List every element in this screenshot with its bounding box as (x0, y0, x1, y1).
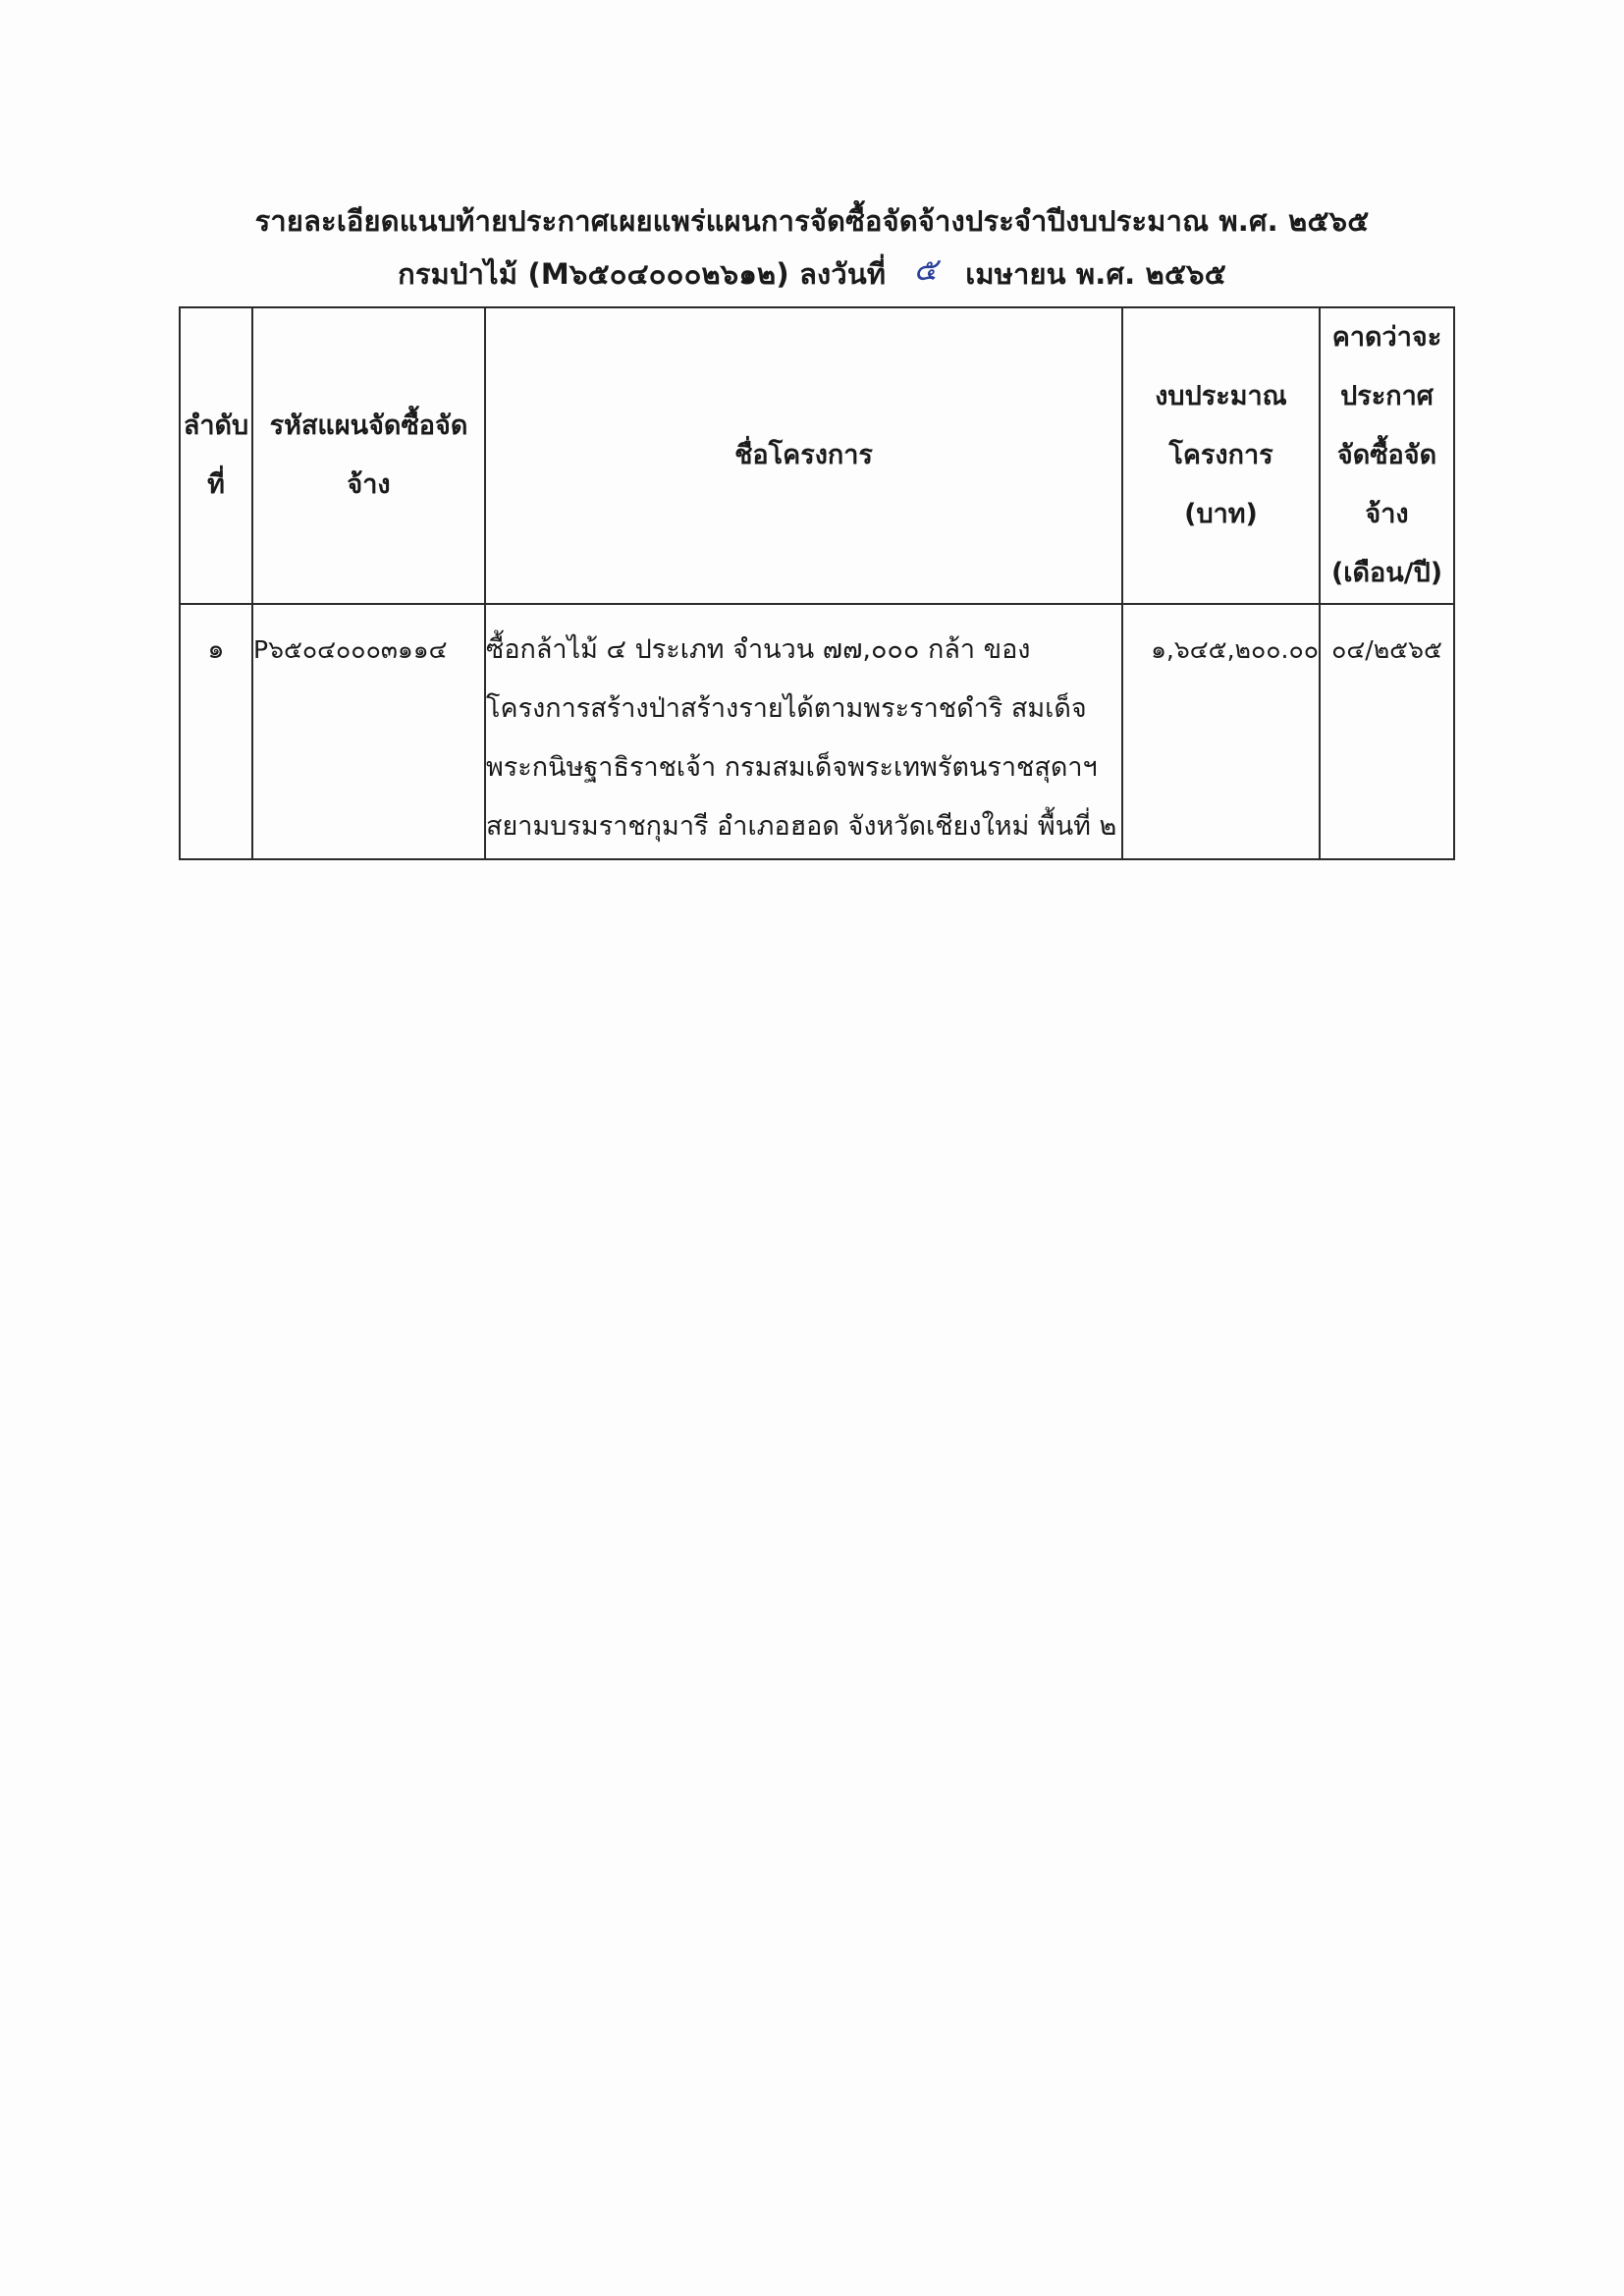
handwritten-day: ๕ (913, 250, 938, 288)
header-project-name: ชื่อโครงการ (485, 307, 1122, 604)
title-line-1: รายละเอียดแนบท้ายประกาศเผยแพร่แผนการจัดซื้อจัดจ้างประจำปีงบประมาณ พ.ศ. ๒๕๖๕ (254, 204, 1370, 238)
header-announce-month: คาดว่าจะ ประกาศ จัดซื้อจัด จ้าง (เดือน/ปี) (1320, 307, 1454, 604)
document-subtitle (0, 250, 1624, 294)
header-plan-code: รหัสแผนจัดซื้อจัด จ้าง (252, 307, 485, 604)
subtitle-prefix: กรมป่าไม้ (M๖๕๐๔๐๐๐๒๖๑๒) ลงวันที่ (398, 257, 887, 291)
cell-seq: ๑ (180, 604, 252, 859)
procurement-plan-table (179, 306, 1455, 860)
header-seq: ลำดับ ที่ (180, 307, 252, 604)
cell-announce-month: ๐๔/๒๕๖๕ (1320, 604, 1454, 859)
cell-plan-code: P๖๕๐๔๐๐๐๓๑๑๔ (252, 604, 485, 859)
table-header-row (180, 307, 1454, 604)
subtitle-suffix: เมษายน พ.ศ. ๒๕๖๕ (965, 257, 1226, 291)
cell-budget: ๑,๖๔๕,๒๐๐.๐๐ (1122, 604, 1320, 859)
cell-project-name: ซื้อกล้าไม้ ๔ ประเภท จำนวน ๗๗,๐๐๐ กล้า ของโครงการสร้างป่าสร้างรายได้ตามพระราชดำริ สมเด็จพระกนิษฐาธิราชเจ้า กรมสมเด็จพระเทพรัตนราชสุดาฯ สยามบรมราชกุมารี อำเภอฮอด จังหวัดเชียงใหม่ พื้นที่ ๒ (485, 604, 1122, 859)
document-title (0, 201, 1624, 241)
table-row (180, 604, 1454, 859)
header-budget: งบประมาณ โครงการ (บาท) (1122, 307, 1320, 604)
